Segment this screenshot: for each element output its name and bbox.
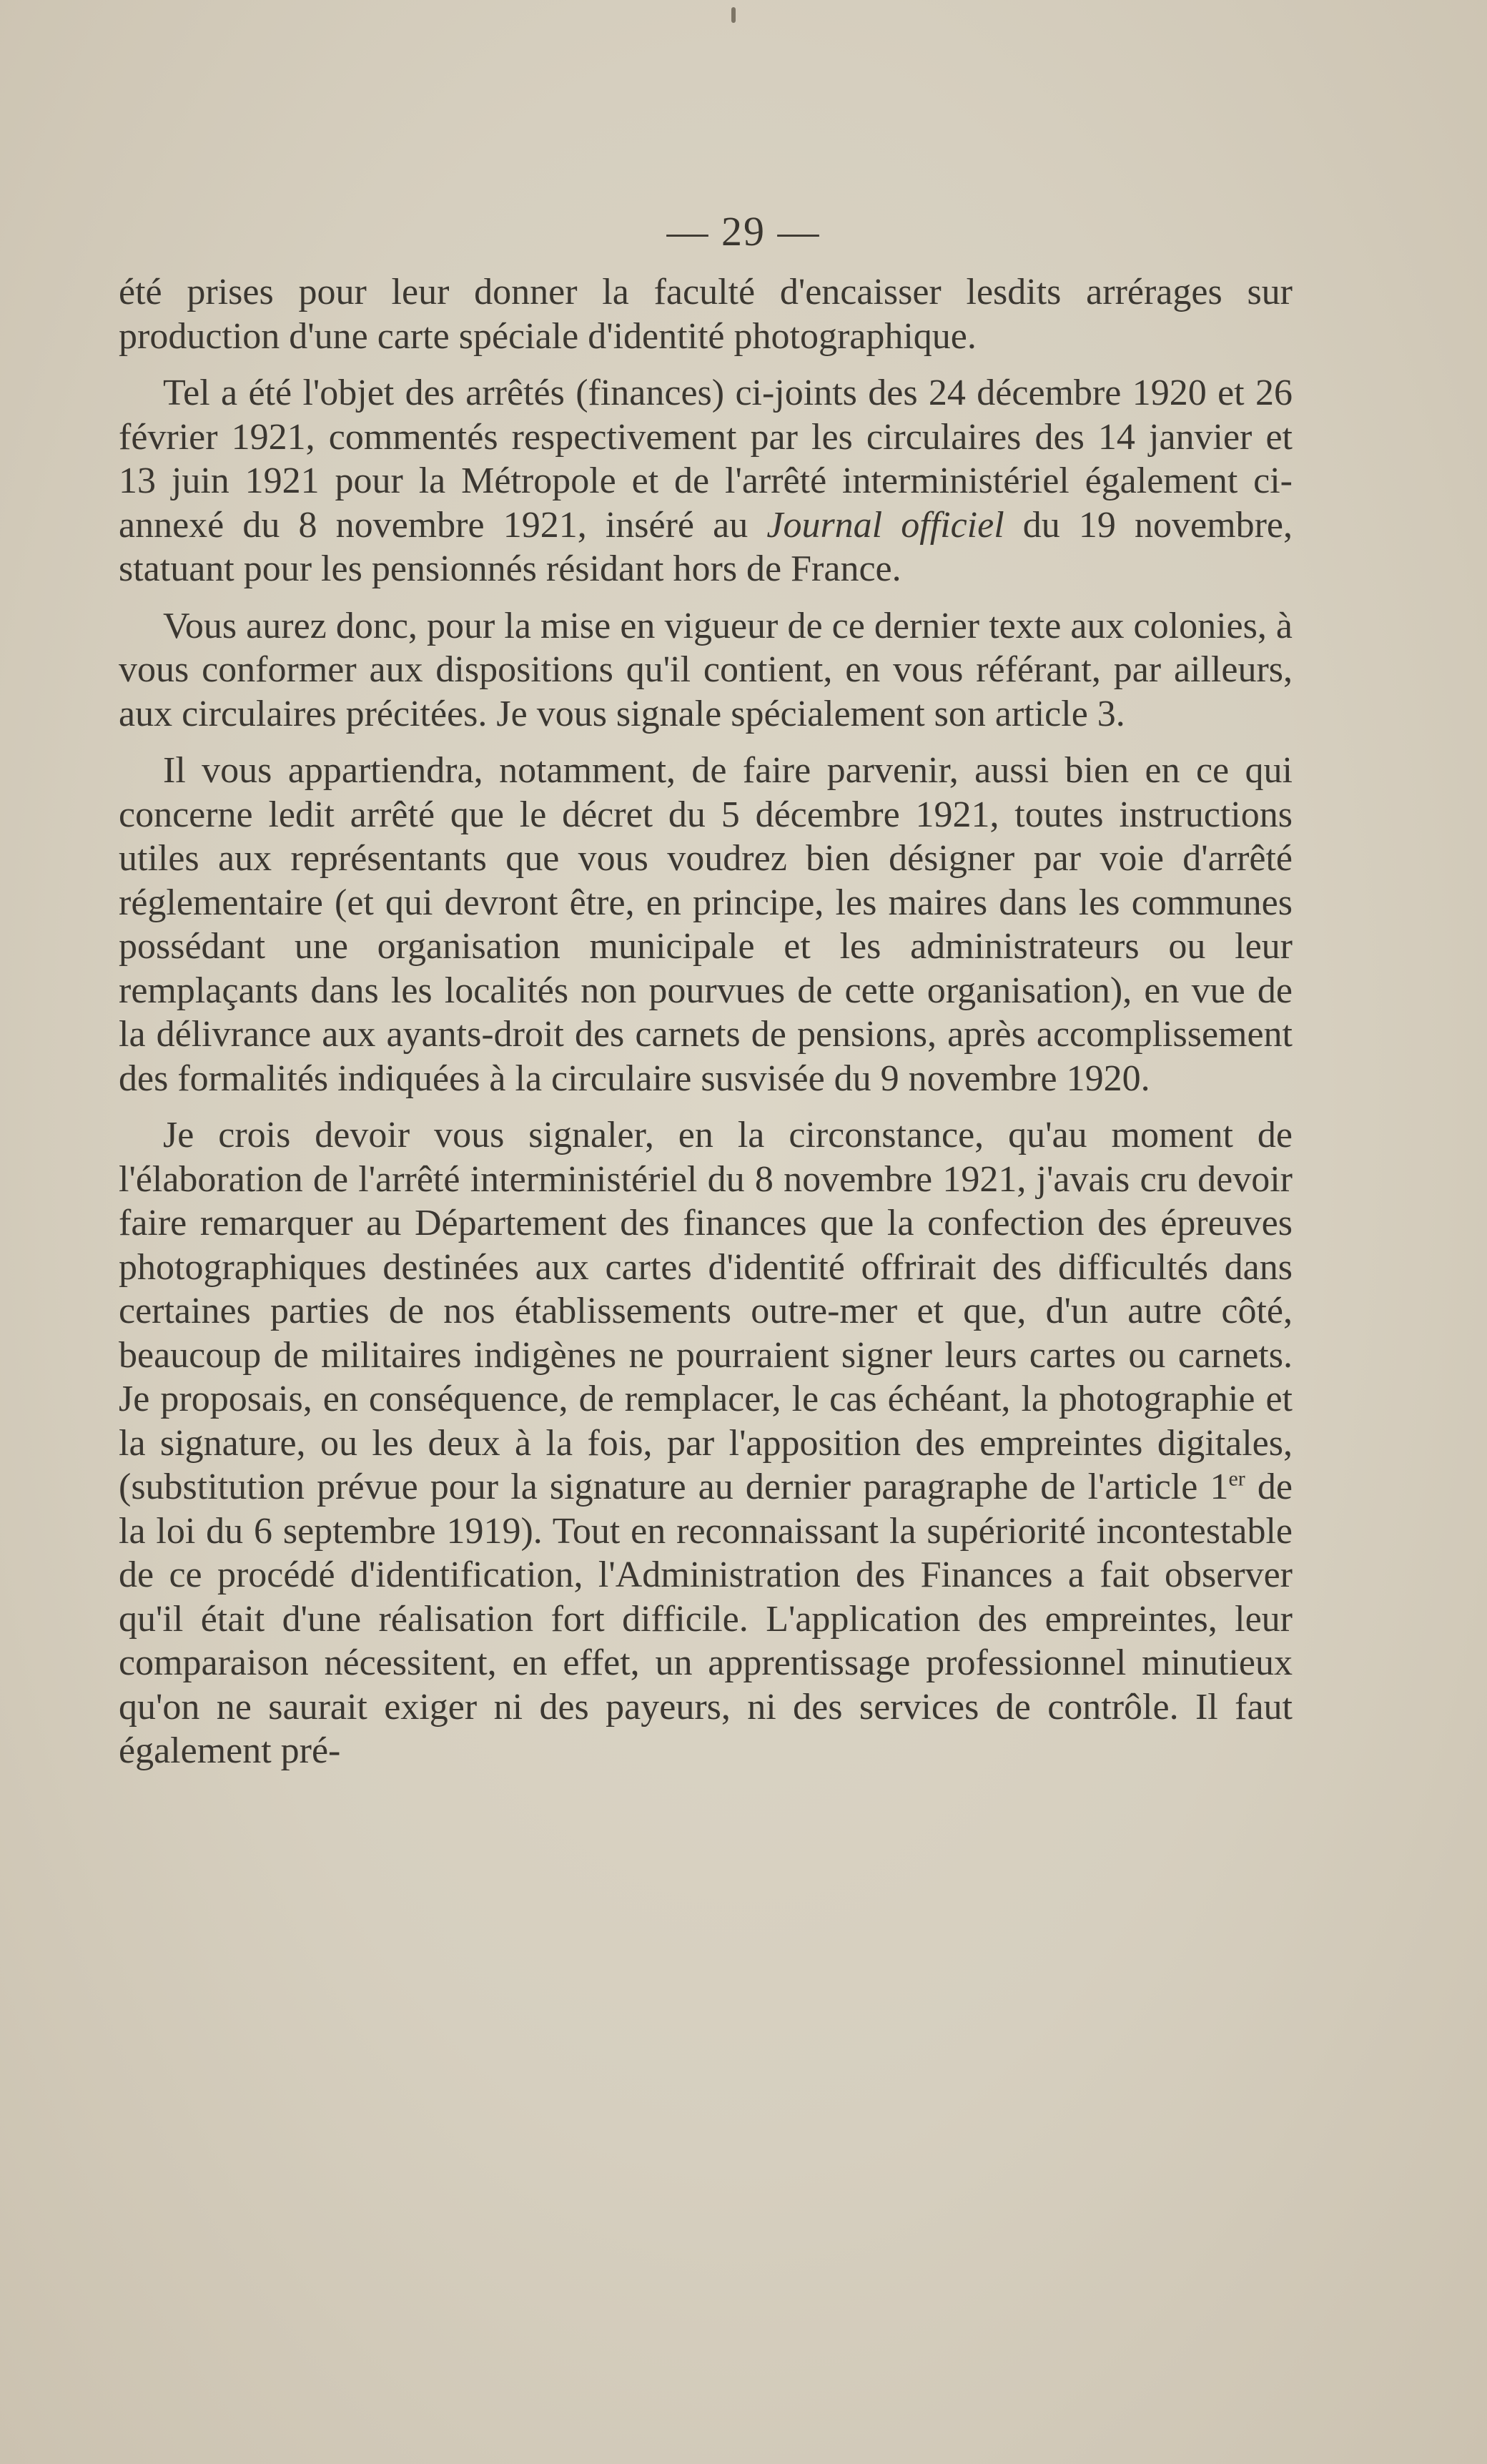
paragraph-1 (119, 270, 1293, 358)
paragraph-2-text-after: du 19 novembre, statuant pour les pensionnés résidant hors de France. (119, 504, 1293, 589)
page-number: — 29 — (666, 208, 821, 255)
paragraph-1-text: été prises pour leur donner la faculté d'encaisser lesdits arrérages sur production d'une carte spéciale d'identité photographique. (119, 272, 1293, 357)
paragraph-4 (119, 749, 1293, 1100)
paragraph-2-text-before: Tel a été l'objet des arrêtés (finances) ci-joints des 24 décembre 1920 et 26 février 1921, commentés respectivement par les circulaires des 14 janvier et 13 juin 1921 pour la Métropole et de l'arrêté interministériel également ci-annexé du 8 novembre 1921, inséré au (119, 373, 1293, 546)
paragraph-5-text-before: Je crois devoir vous signaler, en la circonstance, qu'au moment de l'élaboration de l'arrêté interministériel du 8 novembre 1921, j'avais cru devoir faire remarquer au Département des finances que la confection des épreuves photographiques destinées aux cartes d'identité offrirait des difficultés dans certaines parties de nos établissements outre-mer et que, d'un autre côté, beaucoup de militaires indigènes ne pourraient signer leurs cartes ou carnets. Je proposais, en conséquence, de remplacer, le cas échéant, la photographie et la signature, ou les deux à la fois, par l'apposition des empreintes digitales, (substitution prévue pour la signature au dernier paragraphe de l'article 1 (119, 1115, 1293, 1507)
journal-officiel-title: Journal officiel (766, 504, 1004, 546)
paragraph-3 (119, 604, 1293, 736)
body-text (119, 270, 1293, 1786)
paragraph-3-text: Vous aurez donc, pour la mise en vigueur de ce dernier texte aux colonies, à vous conformer aux dispositions qu'il contient, en vous référant, par ailleurs, aux circulaires précitées. Je vous signale spécialement son article 3. (119, 605, 1293, 734)
paragraph-2 (119, 371, 1293, 591)
ink-speck (731, 7, 736, 23)
superscript-er: er (1228, 1467, 1245, 1491)
paragraph-5 (119, 1113, 1293, 1773)
paragraph-4-text: Il vous appartiendra, notamment, de faire parvenir, aussi bien en ce qui concerne ledit arrêté que le décret du 5 décembre 1921, toutes instructions utiles aux représentants que vous voudrez bien désigner par voie d'arrêté réglementaire (et qui devront être, en principe, les maires dans les communes possédant une organisation municipale et les administrateurs ou leur remplaçants dans les localités non pourvues de cette organisation), en vue de la délivrance aux ayants-droit des carnets de pensions, après accomplissement des formalités indiquées à la circulaire susvisée du 9 novembre 1920. (119, 750, 1293, 1099)
paragraph-5-text-after: de la loi du 6 septembre 1919). Tout en reconnaissant la supériorité incontestable de ce procédé d'identification, l'Administration des Finances a fait observer qu'il était d'une réalisation fort difficile. L'application des empreintes, leur comparaison nécessitent, en effet, un apprentissage professionnel minutieux qu'on ne saurait exiger ni des payeurs, ni des services de contrôle. Il faut également pré- (119, 1467, 1293, 1771)
